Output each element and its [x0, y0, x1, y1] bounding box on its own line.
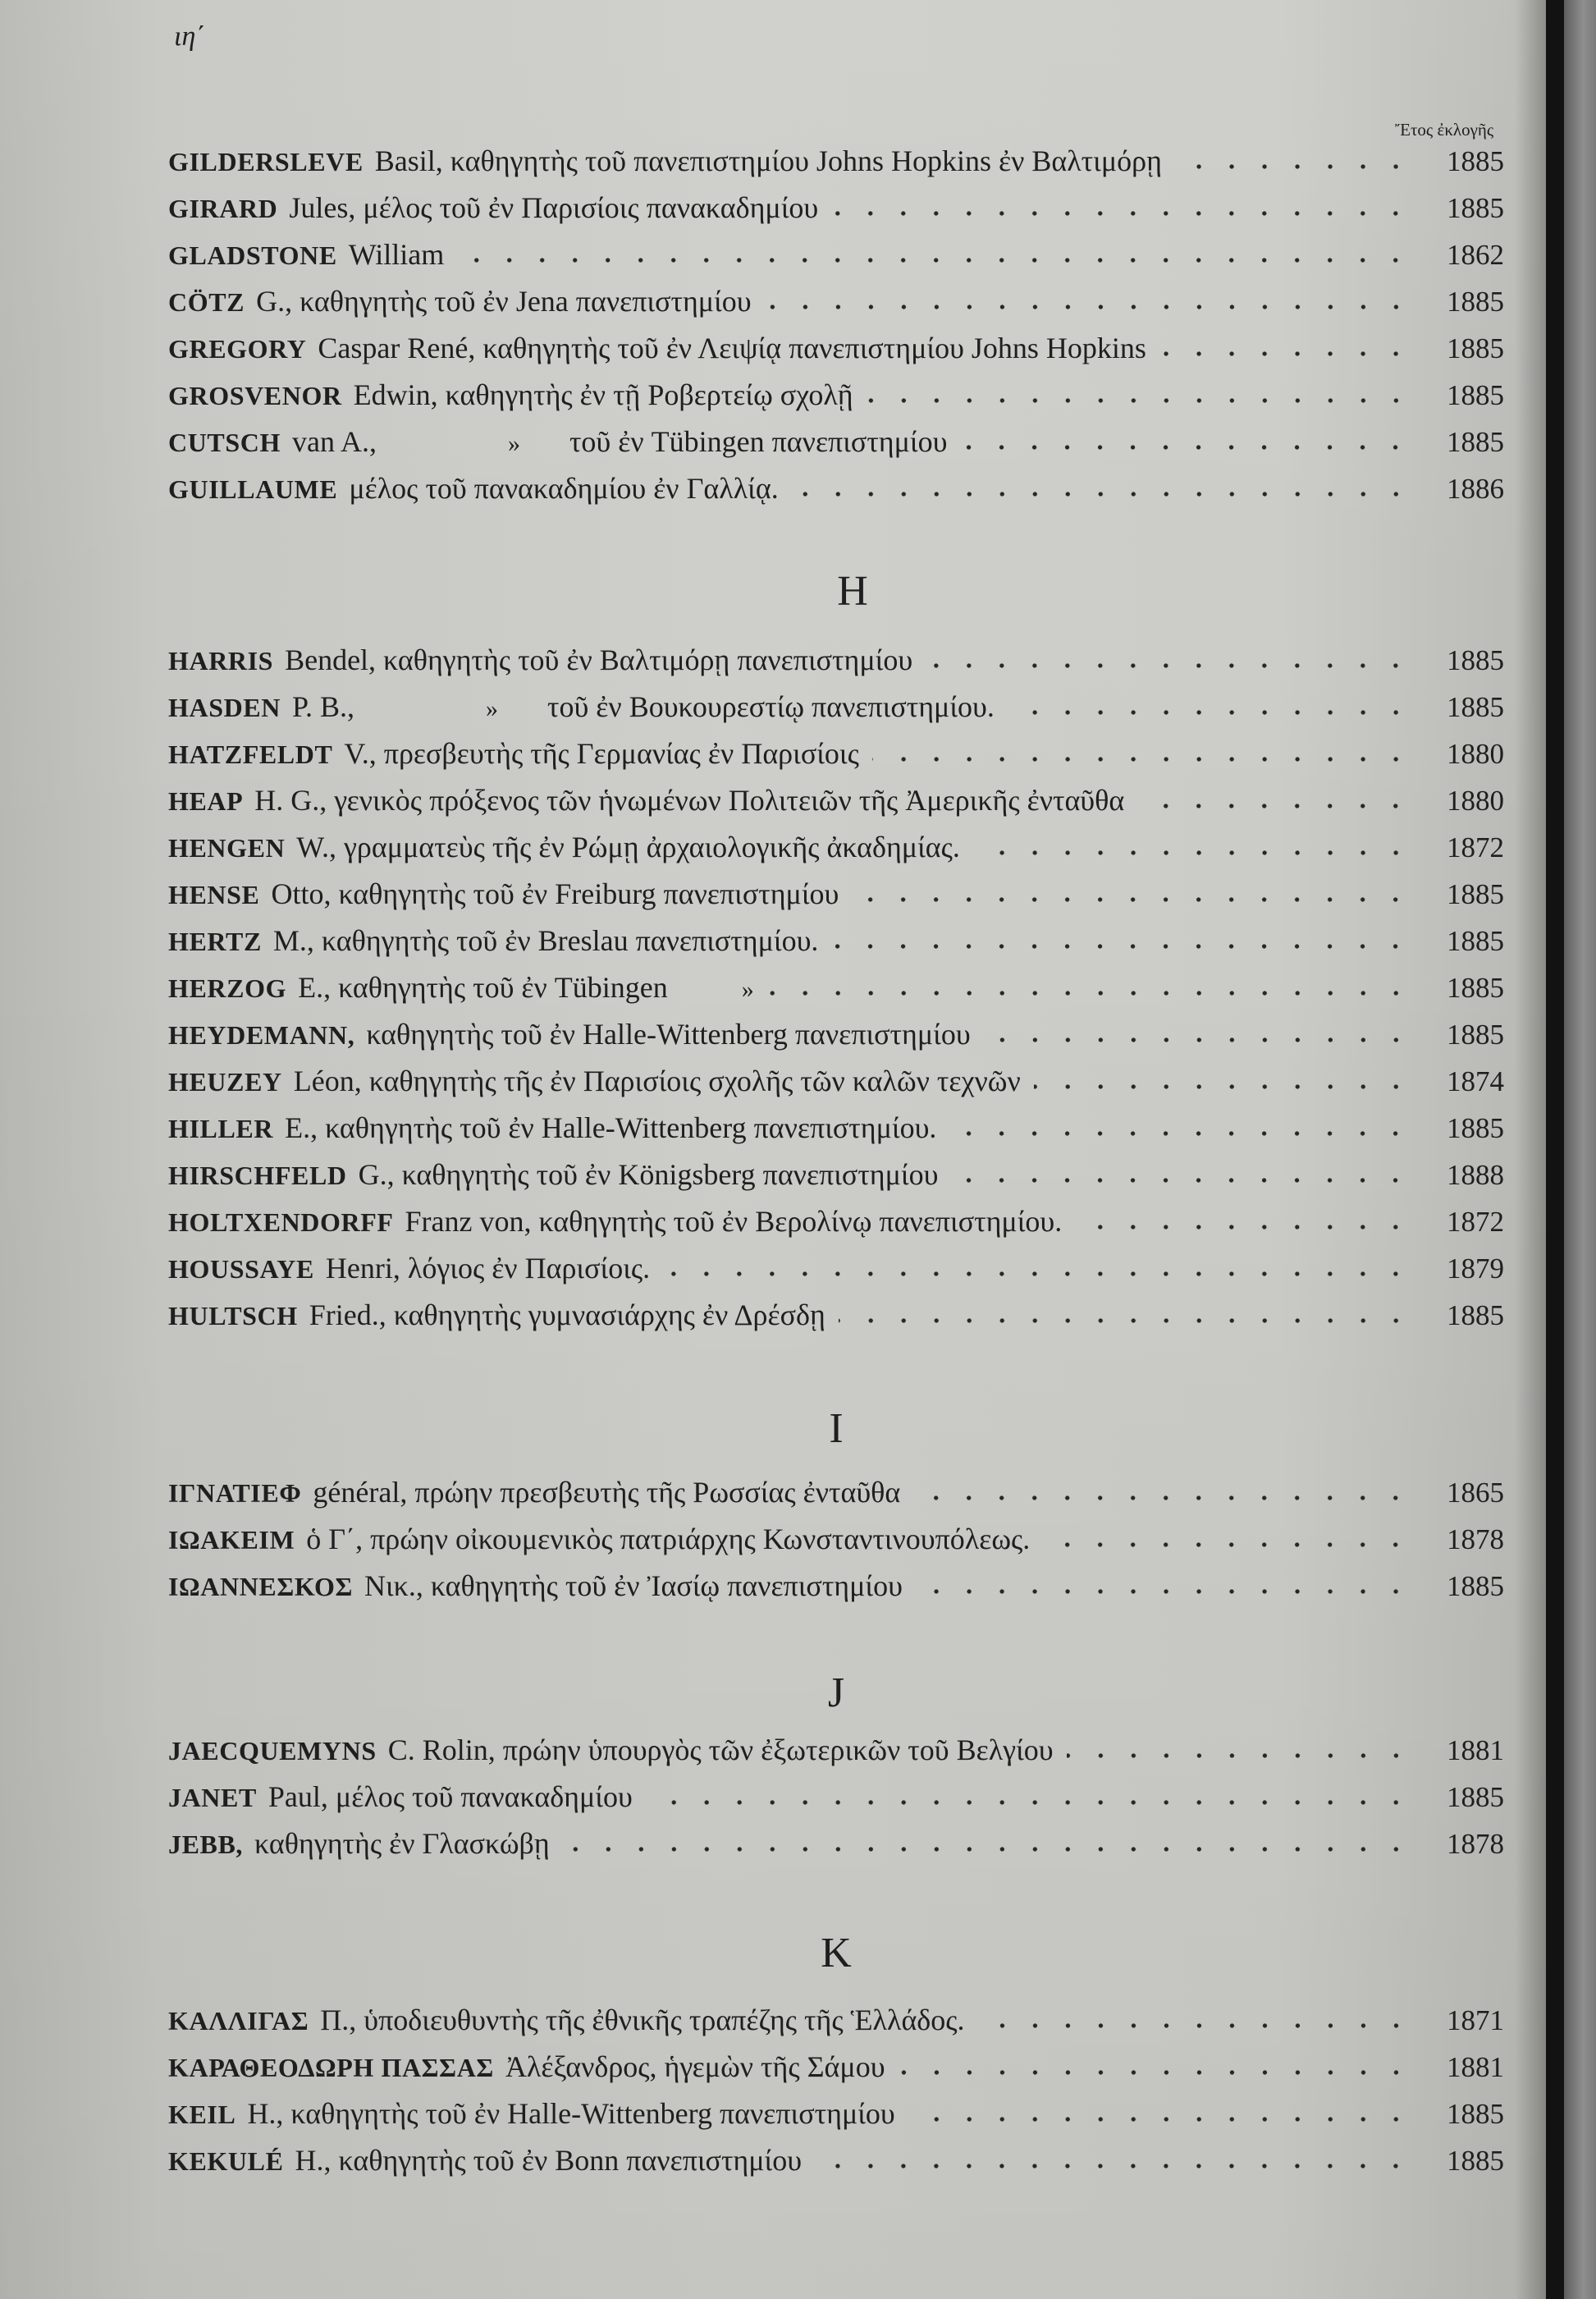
section-h	[168, 563, 1504, 1339]
member-name: GILDERSLEVE	[168, 147, 364, 176]
entry-row	[168, 278, 1504, 325]
member-description: Π., ὑποδιευθυντὴς τῆς ἐθνικῆς τραπέζης τῆς Ἑλλάδος.	[320, 2004, 965, 2036]
page-number: ιη΄	[174, 21, 205, 52]
member-description: M., καθηγητὴς τοῦ ἐν Breslau πανεπιστημίου.	[272, 924, 819, 957]
ditto-mark: »	[741, 976, 754, 1003]
dot-leader	[913, 1494, 1412, 1502]
dot-leader	[867, 396, 1412, 405]
member-name: HEYDEMANN,	[168, 1020, 355, 1050]
dot-leader	[960, 443, 1412, 451]
entry-row	[168, 1820, 1504, 1867]
dot-leader	[978, 2022, 1412, 2030]
election-year: 1879	[1447, 1253, 1504, 1285]
election-year: 1872	[1447, 831, 1504, 863]
election-year: 1885	[1447, 332, 1504, 364]
member-name: HASDEN	[168, 693, 281, 722]
dot-leader	[663, 1270, 1412, 1278]
dot-leader	[457, 256, 1412, 264]
election-year: 1888	[1447, 1159, 1504, 1191]
member-name: HOLTXENDORFF	[168, 1207, 394, 1237]
member-name: CÖTZ	[168, 287, 245, 317]
member-description: Νικ., καθηγητὴς τοῦ ἐν Ἰασίῳ πανεπιστημίου	[364, 1569, 903, 1602]
entry-row	[168, 419, 1504, 465]
dot-leader	[926, 662, 1412, 670]
dot-leader	[899, 2068, 1412, 2077]
election-year: 1885	[1447, 145, 1504, 177]
election-year: 1886	[1447, 473, 1504, 505]
dot-leader	[767, 989, 1412, 997]
entry-row	[168, 730, 1504, 777]
entry-row	[168, 871, 1504, 918]
election-year: 1885	[1447, 286, 1504, 318]
entry-row	[168, 918, 1504, 964]
member-description: G., καθηγητὴς τοῦ ἐν Königsberg πανεπιστημίου	[358, 1158, 939, 1191]
entry-row	[168, 1292, 1504, 1339]
election-year: 1885	[1447, 426, 1504, 458]
member-name: HERZOG	[168, 973, 287, 1003]
election-year: 1885	[1447, 972, 1504, 1004]
election-year: 1885	[1447, 2098, 1504, 2130]
member-name: HENGEN	[168, 833, 286, 863]
election-year: 1885	[1447, 1019, 1504, 1051]
entry-row	[168, 2091, 1504, 2137]
section-i	[168, 1400, 1504, 1610]
election-year: 1880	[1447, 738, 1504, 770]
member-description: τοῦ ἐν Βουκουρεστίῳ πανεπιστημίου.	[547, 690, 995, 723]
member-name: GUILLAUME	[168, 474, 338, 504]
entry-row	[168, 637, 1504, 684]
member-description: général, πρώην πρεσβευτὴς τῆς Ρωσσίας ἐνταῦθα	[313, 1476, 901, 1509]
member-description: καθηγητὴς τοῦ ἐν Halle-Wittenberg πανεπιστημίου	[366, 1018, 971, 1051]
member-name: GIRARD	[168, 194, 278, 223]
section-heading: J	[827, 1669, 845, 1716]
member-description: Franz von, καθηγητὴς τοῦ ἐν Βερολίνῳ πανεπιστημίου.	[405, 1205, 1063, 1238]
member-description: E., καθηγητὴς τοῦ ἐν Halle-Wittenberg πανεπιστημίου.	[285, 1111, 937, 1144]
member-description: τοῦ ἐν Tübingen πανεπιστημίου	[569, 425, 948, 458]
member-description: H. G., γενικὸς πρόξενος τῶν ἡνωμένων Πολιτειῶν τῆς Ἀμερικῆς ἐνταῦθα	[254, 784, 1125, 817]
ditto-mark: »	[486, 695, 499, 722]
entry-row	[168, 465, 1504, 512]
member-description: ὁ Γ΄, πρώην οἰκουμενικὸς πατριάρχης Κωνσταντινουπόλεως.	[306, 1523, 1031, 1555]
dot-leader	[1008, 708, 1412, 717]
member-initials: van A.,	[291, 425, 377, 458]
member-description: Basil, καθηγητὴς τοῦ πανεπιστημίου Johns Hopkins ἐν Βαλτιμόρῃ	[374, 144, 1162, 177]
section-heading: H	[837, 568, 868, 615]
election-year: 1880	[1447, 785, 1504, 817]
member-name: JANET	[168, 1783, 257, 1812]
entry-row	[168, 185, 1504, 231]
member-description: G., καθηγητὴς τοῦ ἐν Jena πανεπιστημίου	[256, 285, 752, 318]
dot-leader	[839, 1317, 1412, 1325]
entry-row	[168, 325, 1504, 372]
member-name: HULTSCH	[168, 1301, 298, 1330]
member-name: ΙΩΑΝΝΕΣΚΟΣ	[168, 1572, 353, 1601]
member-name: ΚΑΛΛΙΓΑΣ	[168, 2006, 309, 2036]
member-description: William	[348, 238, 445, 271]
election-year: 1878	[1447, 1523, 1504, 1555]
member-name: GROSVENOR	[168, 381, 342, 410]
member-list	[168, 138, 1504, 2184]
member-description: C. Rolin, πρώην ὑπουργὸς τῶν ἐξωτερικῶν τοῦ Βελγίου	[387, 1733, 1054, 1766]
entry-row	[168, 1727, 1504, 1774]
member-name: HIRSCHFELD	[168, 1161, 347, 1190]
election-year: 1885	[1447, 1299, 1504, 1331]
dot-leader	[1043, 1541, 1412, 1549]
dot-leader	[951, 1176, 1412, 1184]
member-description: Edwin, καθηγητὴς ἐν τῇ Ροβερτείῳ σχολῇ	[353, 378, 853, 411]
member-description: Caspar René, καθηγητὴς τοῦ ἐν Λειψίᾳ πανεπιστημίου Johns Hopkins	[318, 332, 1146, 364]
member-description: Henri, λόγιος ἐν Παρισίοις.	[325, 1252, 651, 1285]
entry-row	[168, 1245, 1504, 1292]
election-year: 1885	[1447, 644, 1504, 676]
member-description: W., γραμματεὺς τῆς ἐν Ρώμῃ ἀρχαιολογικῆς ἀκαδημίας.	[296, 831, 960, 863]
entry-row	[168, 1105, 1504, 1152]
election-year: 1874	[1447, 1065, 1504, 1097]
ditto-mark: »	[507, 430, 520, 457]
election-year: 1878	[1447, 1828, 1504, 1860]
member-name: JEBB,	[168, 1830, 244, 1859]
dot-leader	[984, 1036, 1412, 1044]
dot-leader	[949, 1129, 1412, 1138]
election-year: 1885	[1447, 925, 1504, 957]
member-name: GLADSTONE	[168, 240, 337, 270]
entry-row	[168, 1563, 1504, 1610]
member-description: H., καθηγητὴς τοῦ ἐν Bonn πανεπιστημίου	[295, 2144, 803, 2177]
dot-leader	[908, 2115, 1412, 2123]
election-year: 1881	[1447, 1734, 1504, 1766]
member-name: HEUZEY	[168, 1067, 282, 1097]
member-description: Ἀλέξανδρος, ἡγεμὼν τῆς Σάμου	[505, 2050, 885, 2083]
entry-row	[168, 777, 1504, 824]
dot-leader	[916, 1587, 1412, 1596]
section-heading: I	[829, 1405, 844, 1452]
entry-row	[168, 1152, 1504, 1198]
member-name: CUTSCH	[168, 428, 281, 457]
entry-row	[168, 964, 1504, 1011]
member-description: Bendel, καθηγητὴς τοῦ ἐν Βαλτιμόρῃ πανεπιστημίου	[285, 643, 913, 676]
entry-row	[168, 1198, 1504, 1245]
dot-leader	[831, 942, 1412, 950]
scan-margin	[1564, 0, 1596, 2299]
member-description: Paul, μέλος τοῦ πανακαδημίου	[268, 1780, 633, 1813]
entry-row	[168, 1011, 1504, 1058]
member-name: HOUSSAYE	[168, 1254, 314, 1284]
member-name: HENSE	[168, 880, 260, 909]
entry-row	[168, 2137, 1504, 2184]
scan-edge	[1546, 0, 1564, 2299]
election-year: 1885	[1447, 379, 1504, 411]
dot-leader	[765, 303, 1412, 311]
entry-row	[168, 2044, 1504, 2091]
section-j	[168, 1665, 1504, 1867]
election-year: 1881	[1447, 2051, 1504, 2083]
member-description: V., πρεσβευτὴς τῆς Γερμανίας ἐν Παρισίοις	[344, 737, 859, 770]
dot-leader	[973, 849, 1412, 857]
entry-row	[168, 1516, 1504, 1563]
member-name: ΙΓΝΑΤΙΕΦ	[168, 1478, 302, 1508]
member-description: Jules, μέλος τοῦ ἐν Παρισίοις πανακαδημίου	[289, 191, 819, 224]
member-description: Fried., καθηγητὴς γυμνασιάρχης ἐν Δρέσδῃ	[309, 1298, 825, 1331]
election-year: 1871	[1447, 2004, 1504, 2036]
entry-row	[168, 138, 1504, 185]
member-name: HARRIS	[168, 646, 274, 676]
member-initials: P. B.,	[291, 690, 355, 723]
entry-row	[168, 372, 1504, 419]
dot-leader	[1034, 1083, 1412, 1091]
section-continued	[168, 138, 1504, 512]
member-name: KEKULÉ	[168, 2146, 284, 2176]
section-heading: K	[821, 1930, 852, 1976]
member-description: μέλος τοῦ πανακαδημίου ἐν Γαλλίᾳ.	[349, 472, 779, 505]
member-name: KEIL	[168, 2100, 236, 2129]
entry-row	[168, 1469, 1504, 1516]
member-description: H., καθηγητὴς τοῦ ἐν Halle-Wittenberg πανεπιστημίου	[247, 2097, 895, 2130]
election-year: 1885	[1447, 1570, 1504, 1602]
entry-row	[168, 1058, 1504, 1105]
dot-leader	[815, 2162, 1412, 2170]
entry-row	[168, 684, 1504, 730]
entry-row	[168, 1774, 1504, 1820]
dot-leader	[872, 755, 1412, 763]
entry-row	[168, 231, 1504, 278]
scan-shadow	[1515, 0, 1546, 2299]
member-description: E., καθηγητὴς τοῦ ἐν Tübingen	[298, 971, 668, 1004]
member-name: HEAP	[168, 786, 244, 816]
dot-leader	[852, 895, 1412, 904]
entry-row	[168, 824, 1504, 871]
member-name: HERTZ	[168, 927, 262, 956]
dot-leader	[563, 1845, 1412, 1853]
election-year: 1885	[1447, 1781, 1504, 1813]
member-description: Otto, καθηγητὴς τοῦ ἐν Freiburg πανεπιστημίου	[271, 877, 839, 910]
dot-leader	[1159, 350, 1412, 358]
dot-leader	[1175, 163, 1412, 171]
member-name: ΙΩΑΚΕΙΜ	[168, 1525, 295, 1555]
dot-leader	[1075, 1223, 1412, 1231]
election-year: 1862	[1447, 239, 1504, 271]
election-year: 1885	[1447, 691, 1504, 723]
member-name: ΚΑΡΑΘΕΟΔΩΡΗ ΠΑΣΣΑΣ	[168, 2053, 494, 2082]
election-year: 1872	[1447, 1206, 1504, 1238]
member-name: HATZFELDT	[168, 740, 333, 769]
election-year: 1885	[1447, 192, 1504, 224]
dot-leader	[792, 490, 1412, 498]
dot-leader	[831, 209, 1412, 218]
member-name: JAECQUEMYNS	[168, 1736, 377, 1765]
member-description: καθηγητὴς ἐν Γλασκώβῃ	[254, 1827, 550, 1860]
election-year: 1865	[1447, 1477, 1504, 1509]
entry-row	[168, 1997, 1504, 2044]
dot-leader	[646, 1798, 1412, 1807]
dot-leader	[1067, 1752, 1412, 1760]
section-k	[168, 1925, 1504, 2184]
year-column-header: Ἔτος ἐκλογῆς	[1395, 120, 1494, 140]
member-name: GREGORY	[168, 334, 307, 364]
dot-leader	[1137, 802, 1412, 810]
election-year: 1885	[1447, 1112, 1504, 1144]
member-description: Léon, καθηγητὴς τῆς ἐν Παρισίοις σχολῆς τῶν καλῶν τεχνῶν	[293, 1065, 1021, 1097]
election-year: 1885	[1447, 2145, 1504, 2177]
election-year: 1885	[1447, 878, 1504, 910]
member-name: HILLER	[168, 1114, 274, 1143]
